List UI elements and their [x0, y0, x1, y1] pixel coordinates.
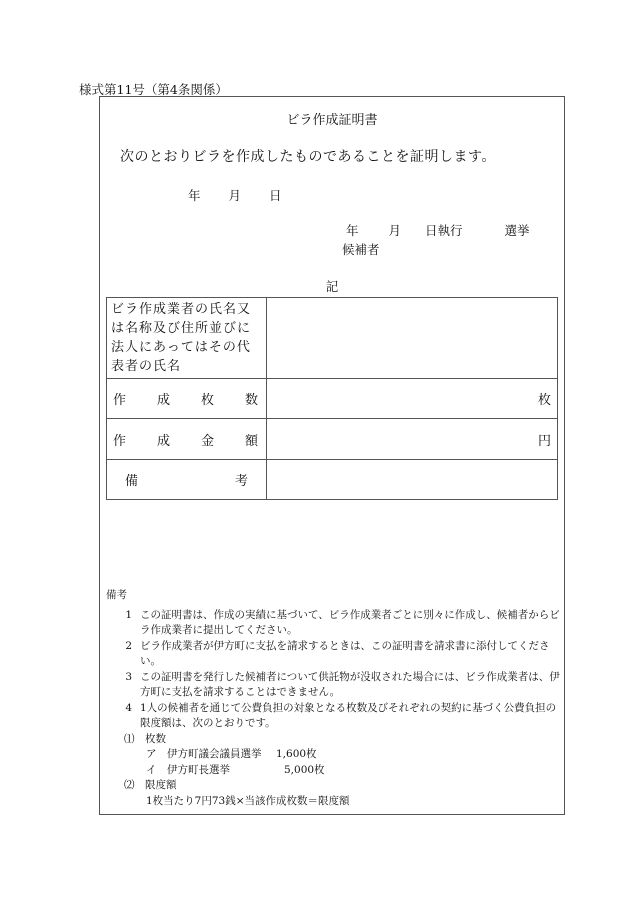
sub-heading-quantity: ⑴ 枚数	[124, 732, 166, 745]
certificate-title: ビラ作成証明書	[286, 113, 378, 128]
quantity-char: 枚	[200, 393, 214, 408]
detail-table	[106, 297, 558, 500]
quantity-char: 作	[113, 393, 127, 408]
table-row	[107, 419, 558, 460]
election-month: 月	[388, 223, 402, 238]
amount-char: 作	[113, 433, 127, 449]
quantity-char: 数	[244, 393, 258, 408]
amount-char: 金	[200, 433, 214, 449]
note-text: 1人の候補者を通じて公費負担の対象となる枚数及びそれぞれの契約に基づく公費負担の限度額は、次のとおりです。	[140, 701, 557, 729]
amount-char: 成	[156, 433, 170, 449]
election-line	[346, 221, 530, 239]
election-day-exec: 日執行	[425, 223, 463, 238]
quantity-unit: 枚	[537, 393, 551, 408]
note-text: ビラ作成業者が伊方町に支払を請求するときは、この証明書を請求書に添付してください。	[140, 639, 550, 667]
amount-value	[267, 419, 558, 460]
note-number: 2	[125, 639, 132, 652]
remarks-value	[267, 460, 558, 500]
limit-label: ア 伊方町議会議員選挙	[146, 748, 262, 760]
date-year: 年	[188, 188, 201, 203]
remarks-char: 考	[234, 474, 248, 489]
quantity-label	[107, 379, 267, 419]
table-row	[107, 460, 558, 500]
amount-label	[107, 419, 267, 460]
note-number: 4	[125, 701, 132, 714]
list-item	[106, 747, 561, 763]
quantity-char: 成	[156, 393, 170, 408]
notes-section	[106, 588, 561, 809]
note-text: この証明書は、作成の実績に基づいて、ビラ作成業者ごとに別々に作成し、候補者からビラ作成業者に提出してください。	[140, 608, 560, 636]
remarks-char: 備	[125, 474, 139, 489]
list-item	[106, 701, 561, 732]
certification-statement: 次のとおりビラを作成したものであることを証明します。	[120, 149, 496, 165]
contractor-label: ビラ作成業者の氏名又は名称及び住所並びに法人にあってはその代表者の氏名	[107, 298, 267, 379]
limit-value: 5,000枚	[284, 763, 325, 776]
notes-heading: 備考	[106, 589, 127, 601]
note-text: この証明書を発行した候補者について供託物が没収された場合には、ビラ作成業者は、伊方町に支払を請求することはできません。	[140, 670, 560, 698]
list-item	[106, 670, 561, 701]
issue-date-line	[188, 186, 282, 204]
election-year: 年	[346, 223, 359, 238]
quantity-value	[267, 379, 558, 419]
limit-label: イ 伊方町長選挙	[146, 763, 230, 776]
sub-heading-limit: ⑵ 限度額	[124, 779, 177, 791]
form-number: 様式第11号（第4条関係）	[79, 82, 228, 97]
candidate-label: 候補者	[342, 242, 380, 257]
table-row	[107, 298, 558, 379]
list-item	[106, 763, 561, 779]
amount-char: 額	[244, 433, 258, 449]
note-number: 1	[125, 608, 132, 621]
note-number: 3	[125, 670, 132, 683]
election-name: 選挙	[504, 223, 530, 238]
remarks-label	[107, 460, 267, 500]
certificate-frame	[99, 96, 565, 815]
limit-formula: 1枚当たり7円73銭×当該作成枚数＝限度額	[146, 794, 350, 807]
table-row	[107, 379, 558, 419]
limit-value: 1,600枚	[276, 748, 317, 760]
date-month: 月	[228, 188, 242, 203]
amount-unit: 円	[537, 433, 551, 449]
list-item	[106, 608, 561, 639]
ki-label: 記	[325, 279, 339, 294]
contractor-value	[267, 298, 558, 379]
list-item	[106, 639, 561, 670]
date-day: 日	[269, 188, 282, 203]
